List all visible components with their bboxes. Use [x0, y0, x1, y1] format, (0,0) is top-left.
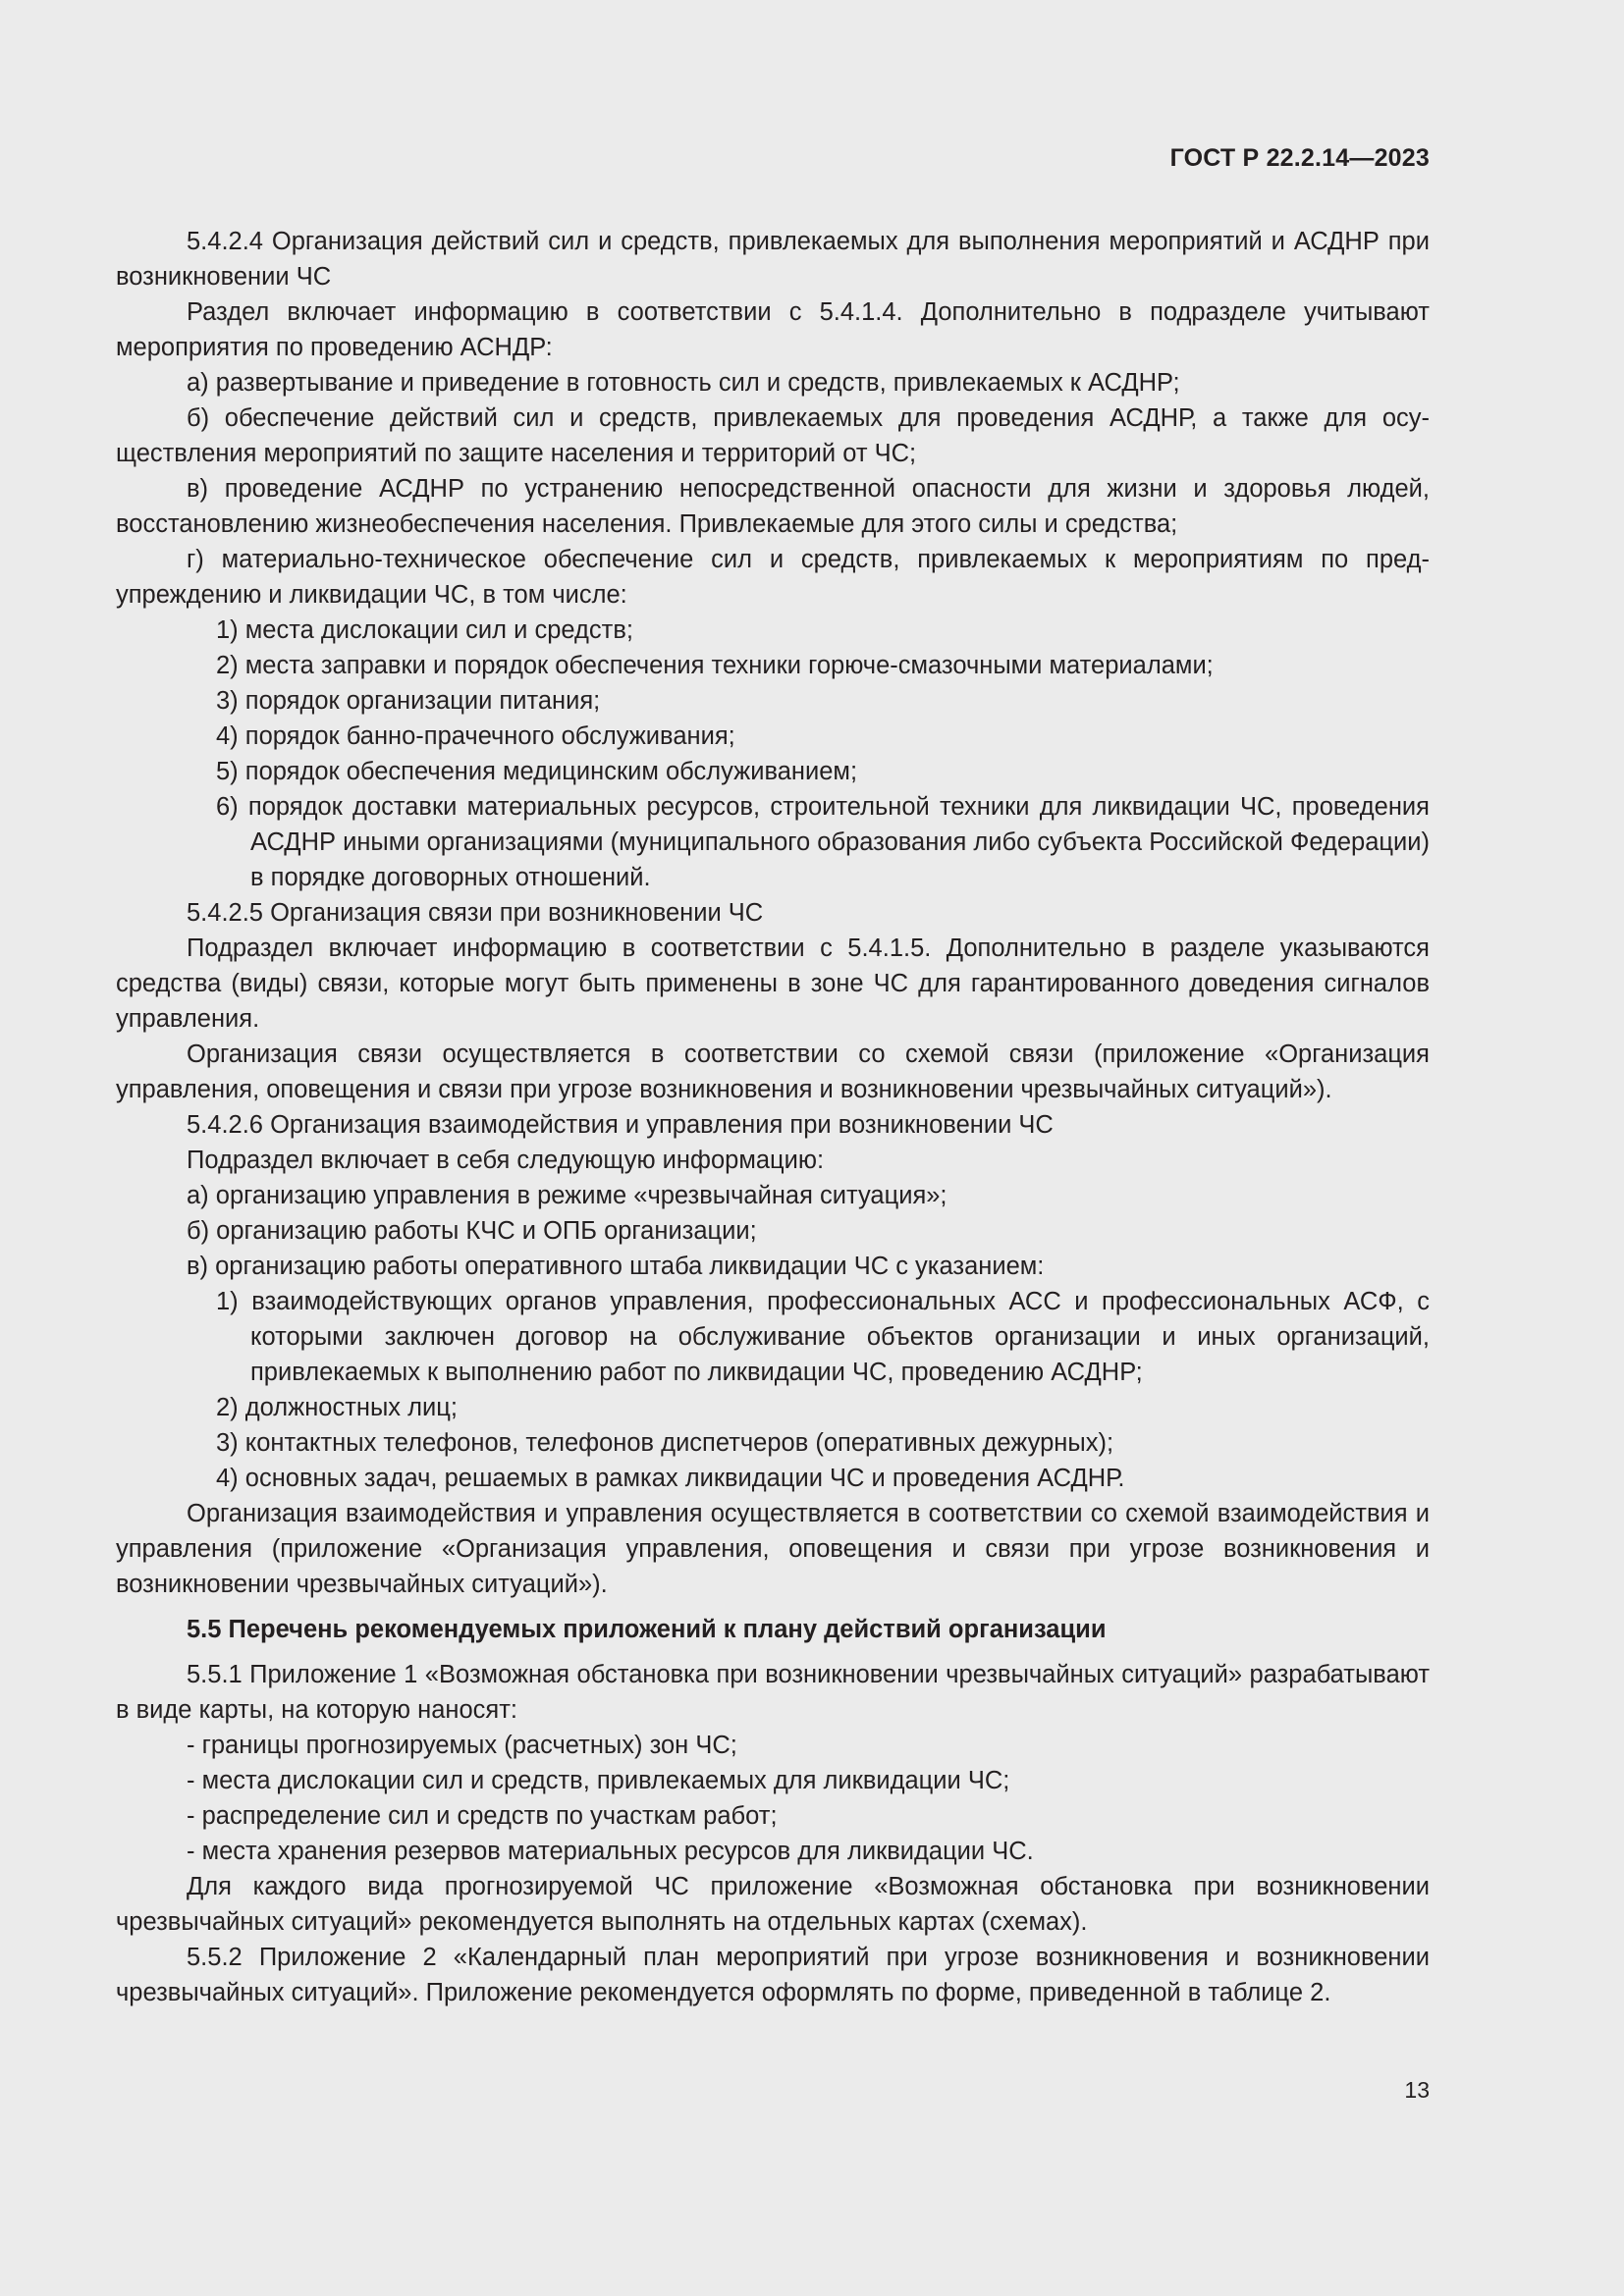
list-item-a: а) организацию управления в режиме «чрезвычайная ситуация»; — [187, 1182, 947, 1209]
sublist-item-1: 1) места дислокации сил и средств; — [216, 616, 633, 644]
sublist-item-3: 3) контактных телефонов, телефонов диспетчеров (оперативных дежурных); — [216, 1429, 1114, 1457]
clause-5-4-2-4-title: 5.4.2.4 Организация действий сил и средств, привлекаемых для выполнения мероприятий и АСДНР при возникновении ЧС — [116, 228, 1430, 291]
sublist-item-3: 3) порядок организации питания; — [216, 687, 601, 715]
paragraph: Подраздел включает в себя следующую информацию: — [187, 1147, 825, 1174]
list-item-a: а) развертывание и приведение в готовность сил и средств, привлекаемых к АСДНР; — [187, 369, 1180, 397]
sublist-item-6: 6) порядок доставки материальных ресурсов, строительной техники для ликвидации ЧС, проведения АСДНР иными организациями (муниципального образования либо субъекта Российской Федерации) в порядке договорных отношений. — [216, 793, 1430, 891]
sublist-item-1: 1) взаимодействующих органов управления, профессиональных АСС и профессиональных АСФ, с которыми заключен договор на обслуживание объектов организации и иных организаций, привлекаемых к выполнению работ по ликвидации ЧС, проведению АСДНР; — [216, 1288, 1430, 1386]
list-item-b: б) организацию работы КЧС и ОПБ организации; — [187, 1217, 757, 1245]
sublist-item-2: 2) должностных лиц; — [216, 1394, 458, 1421]
list-item-v: в) организацию работы оперативного штаба ликвидации ЧС с указанием: — [187, 1253, 1045, 1280]
sublist-item-4: 4) основных задач, решаемых в рамках ликвидации ЧС и проведения АСДНР. — [216, 1465, 1125, 1492]
dash-list-item: - границы прогнозируемых (расчетных) зон ЧС; — [187, 1732, 737, 1759]
clause-5-4-2-6-title: 5.4.2.6 Организация взаимодействия и управления при возникновении ЧС — [187, 1111, 1054, 1139]
paragraph: Организация взаимодействия и управления осуществляется в соответствии со схемой взаимодействия и управления (приложение «Организация управления, оповещения и связи при угрозе возникновения и возникновении чрезвычайных ситуаций»). — [116, 1500, 1430, 1598]
page-number: 13 — [1404, 2077, 1430, 2103]
paragraph: Организация связи осуществляется в соответствии со схемой связи (приложение «Организация управления, оповещения и связи при угрозе возникновения и возникновении чрезвычайных ситуаций»). — [116, 1041, 1430, 1103]
section-5-5-heading: 5.5 Перечень рекомендуемых приложений к плану действий организации — [187, 1616, 1107, 1643]
clause-5-5-1: 5.5.1 Приложение 1 «Возможная обстановка при возникновении чрезвычайных ситуаций» разрабатывают в виде карты, на которую наносят: — [116, 1661, 1430, 1724]
paragraph: Для каждого вида прогнозируемой ЧС приложение «Возможная обстановка при возникновении чрезвычайных ситуаций» рекомендуется выполнять на отдельных картах (схемах). — [116, 1873, 1430, 1936]
list-item-g: г) материально-техническое обеспечение сил и средств, привлекаемых к мероприятиям по предупреждению и ликвидации ЧС, в том числе: — [116, 546, 1430, 609]
paragraph: Подраздел включает информацию в соответствии с 5.4.1.5. Дополнительно в разделе указываются средства (виды) связи, которые могут быть применены в зоне ЧС для гарантированного доведения сигналов управления. — [116, 934, 1430, 1033]
document-code-header: ГОСТ Р 22.2.14—2023 — [1169, 144, 1430, 172]
dash-list-item: - распределение сил и средств по участкам работ; — [187, 1802, 778, 1830]
paragraph: Раздел включает информацию в соответствии с 5.4.1.4. Дополнительно в подразделе учитывают мероприятия по проведению АСНДР: — [116, 298, 1430, 361]
dash-list-item: - места хранения резервов материальных ресурсов для ликвидации ЧС. — [187, 1838, 1034, 1865]
clause-5-5-2: 5.5.2 Приложение 2 «Календарный план мероприятий при угрозе возникновения и возникновении чрезвычайных ситуаций». Приложение рекомендуется оформлять по форме, приведенной в таблице 2. — [116, 1944, 1430, 2006]
document-body — [116, 224, 1430, 2010]
sublist-item-5: 5) порядок обеспечения медицинским обслуживанием; — [216, 758, 858, 785]
sublist-item-2: 2) места заправки и порядок обеспечения техники горюче-смазочными материалами; — [216, 652, 1214, 679]
list-item-v: в) проведение АСДНР по устранению непосредственной опасности для жизни и здоровья людей, восстановлению жизнеобеспечения населения. Привлекаемые для этого силы и средства; — [116, 475, 1430, 538]
clause-5-4-2-5-title: 5.4.2.5 Организация связи при возникновении ЧС — [187, 899, 764, 927]
sublist-item-4: 4) порядок банно-прачечного обслуживания; — [216, 722, 735, 750]
dash-list-item: - места дислокации сил и средств, привлекаемых для ликвидации ЧС; — [187, 1767, 1010, 1794]
list-item-b: б) обеспечение действий сил и средств, привлекаемых для проведения АСДНР, а также для осуществления мероприятий по защите населения и территорий от ЧС; — [116, 404, 1430, 467]
